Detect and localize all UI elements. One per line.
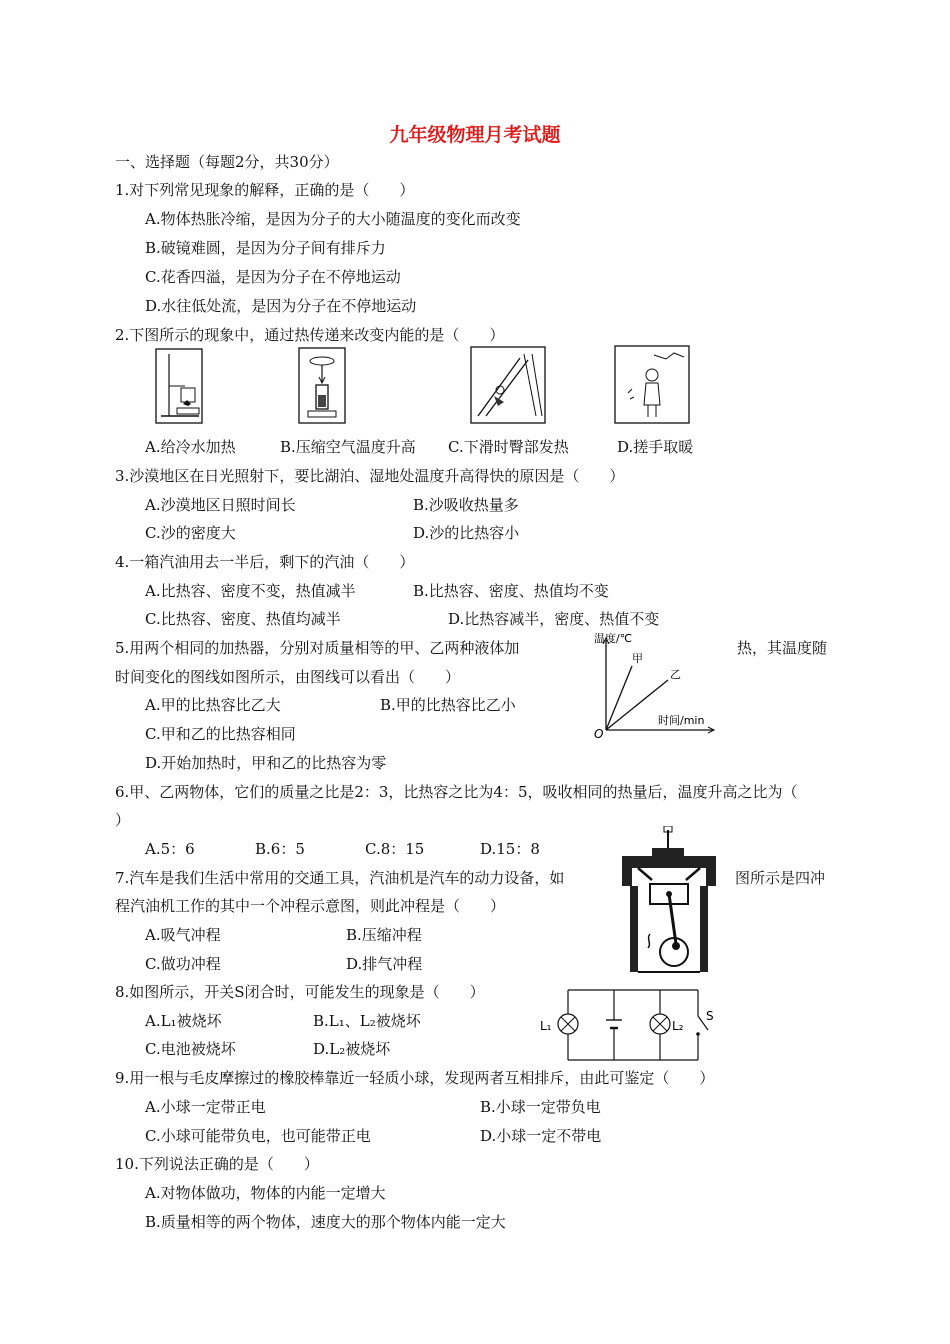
q1-option-c: C.花香四溢，是因为分子在不停地运动 xyxy=(145,268,401,286)
q8-option-a: A.L₁被烧坏 xyxy=(145,1012,222,1030)
label-s: S xyxy=(706,1009,714,1023)
q6-stem-line2: ） xyxy=(115,811,131,829)
q7-option-a: A.吸气冲程 xyxy=(145,926,221,944)
q2-figure-air-compression xyxy=(298,347,346,424)
q5-stem-line1: 5.用两个相同的加热器，分别对质量相等的甲、乙两种液体加 xyxy=(115,639,520,657)
q6-option-c: C.8：15 xyxy=(365,840,425,858)
line-jia xyxy=(606,666,632,730)
q7-option-b: B.压缩冲程 xyxy=(346,926,422,944)
q2-stem: 2.下图所示的现象中，通过热传递来改变内能的是（ ） xyxy=(115,326,505,344)
q6-stem-line1: 6.甲、乙两物体，它们的质量之比是2：3，比热容之比为4：5，吸收相同的热量后，温度升高之比为（ xyxy=(115,783,798,801)
q1-option-a: A.物体热胀冷缩，是因为分子的大小随温度的变化而改变 xyxy=(145,210,521,228)
q4-option-c: C.比热容、密度、热值均减半 xyxy=(145,610,341,628)
q7-option-d: D.排气冲程 xyxy=(346,955,423,973)
q2-figure-rubbing-hands xyxy=(614,345,690,424)
q10-stem: 10.下列说法正确的是（ ） xyxy=(115,1155,319,1173)
q10-option-b: B.质量相等的两个物体，速度大的那个物体内能一定大 xyxy=(145,1213,506,1231)
x-axis-label: 时间/min xyxy=(658,714,705,727)
q8-stem: 8.如图所示，开关S闭合时，可能发生的现象是（ ） xyxy=(115,983,485,1001)
q2-option-c: C.下滑时臀部发热 xyxy=(448,438,569,456)
q8-option-b: B.L₁、L₂被烧坏 xyxy=(313,1012,421,1030)
q3-option-c: C.沙的密度大 xyxy=(145,524,236,542)
q9-option-a: A.小球一定带正电 xyxy=(145,1098,266,1116)
q5-stem-line1-end: 热，其温度随 xyxy=(737,639,828,657)
q3-option-d: D.沙的比热容小 xyxy=(413,524,520,542)
q5-option-a: A.甲的比热容比乙大 xyxy=(145,696,281,714)
q2-figure-heating-water xyxy=(155,348,203,424)
q9-option-b: B.小球一定带负电 xyxy=(480,1098,601,1116)
page-title: 九年级物理月考试题 xyxy=(389,124,561,146)
q1-option-d: D.水往低处流，是因为分子在不停地运动 xyxy=(145,297,417,315)
q5-option-c: C.甲和乙的比热容相同 xyxy=(145,725,296,743)
line-jia-label: 甲 xyxy=(632,652,643,665)
q8-option-c: C.电池被烧坏 xyxy=(145,1040,236,1058)
q9-option-c: C.小球可能带负电，也可能带正电 xyxy=(145,1127,371,1145)
q4-stem: 4.一箱汽油用去一半后，剩下的汽油（ ） xyxy=(115,553,415,571)
q5-stem-line2: 时间变化的图线如图所示，由图线可以看出（ ） xyxy=(115,668,461,686)
q8-option-d: D.L₂被烧坏 xyxy=(313,1040,391,1058)
q1-option-b: B.破镜难圆，是因为分子间有排斥力 xyxy=(145,239,386,257)
q2-option-b: B.压缩空气温度升高 xyxy=(280,438,416,456)
y-axis-label: 温度/℃ xyxy=(594,632,633,645)
q7-option-c: C.做功冲程 xyxy=(145,955,221,973)
q10-option-a: A.对物体做功，物体的内能一定增大 xyxy=(145,1184,386,1202)
q5-option-d: D.开始加热时，甲和乙的比热容为零 xyxy=(145,754,387,772)
q9-option-d: D.小球一定不带电 xyxy=(480,1127,602,1145)
q3-option-b: B.沙吸收热量多 xyxy=(413,496,519,514)
line-yi-label: 乙 xyxy=(670,668,681,681)
q5-option-b: B.甲的比热容比乙小 xyxy=(380,696,516,714)
q2-option-a: A.给冷水加热 xyxy=(145,438,236,456)
q8-circuit-diagram xyxy=(538,986,718,1064)
section-heading: 一、选择题（每题2分，共30分） xyxy=(115,153,339,171)
origin-label: O xyxy=(594,727,604,738)
q5-temperature-time-graph xyxy=(588,626,718,738)
q4-option-b: B.比热容、密度、热值均不变 xyxy=(413,582,609,600)
q2-option-d: D.搓手取暖 xyxy=(617,438,694,456)
q9-stem: 9.用一根与毛皮摩擦过的橡胶棒靠近一轻质小球，发现两者互相排斥，由此可鉴定（ ） xyxy=(115,1069,715,1087)
q7-engine-stroke-diagram xyxy=(616,826,722,978)
q3-option-a: A.沙漠地区日照时间长 xyxy=(145,496,296,514)
q7-stem-line2: 程汽油机工作的其中一个冲程示意图，则此冲程是（ ） xyxy=(115,897,506,915)
label-l2: L₂ xyxy=(672,1019,684,1033)
q7-stem-line1: 7.汽车是我们生活中常用的交通工具，汽油机是汽车的动力设备，如 xyxy=(115,869,565,887)
q6-option-b: B.6：5 xyxy=(255,840,305,858)
q6-option-a: A.5：6 xyxy=(145,840,195,858)
q4-option-a: A.比热容、密度不变，热值减半 xyxy=(145,582,356,600)
label-l1: L₁ xyxy=(540,1019,552,1033)
q7-stem-line1-end: 图所示是四冲 xyxy=(735,869,826,887)
q4-option-d: D.比热容减半，密度、热值不变 xyxy=(448,610,660,628)
q3-stem: 3.沙漠地区在日光照射下，要比湖泊、湿地处温度升高得快的原因是（ ） xyxy=(115,467,625,485)
q6-option-d: D.15：8 xyxy=(480,840,540,858)
q2-figure-slide xyxy=(470,346,546,424)
q1-stem: 1.对下列常见现象的解释，正确的是（ ） xyxy=(115,181,415,199)
